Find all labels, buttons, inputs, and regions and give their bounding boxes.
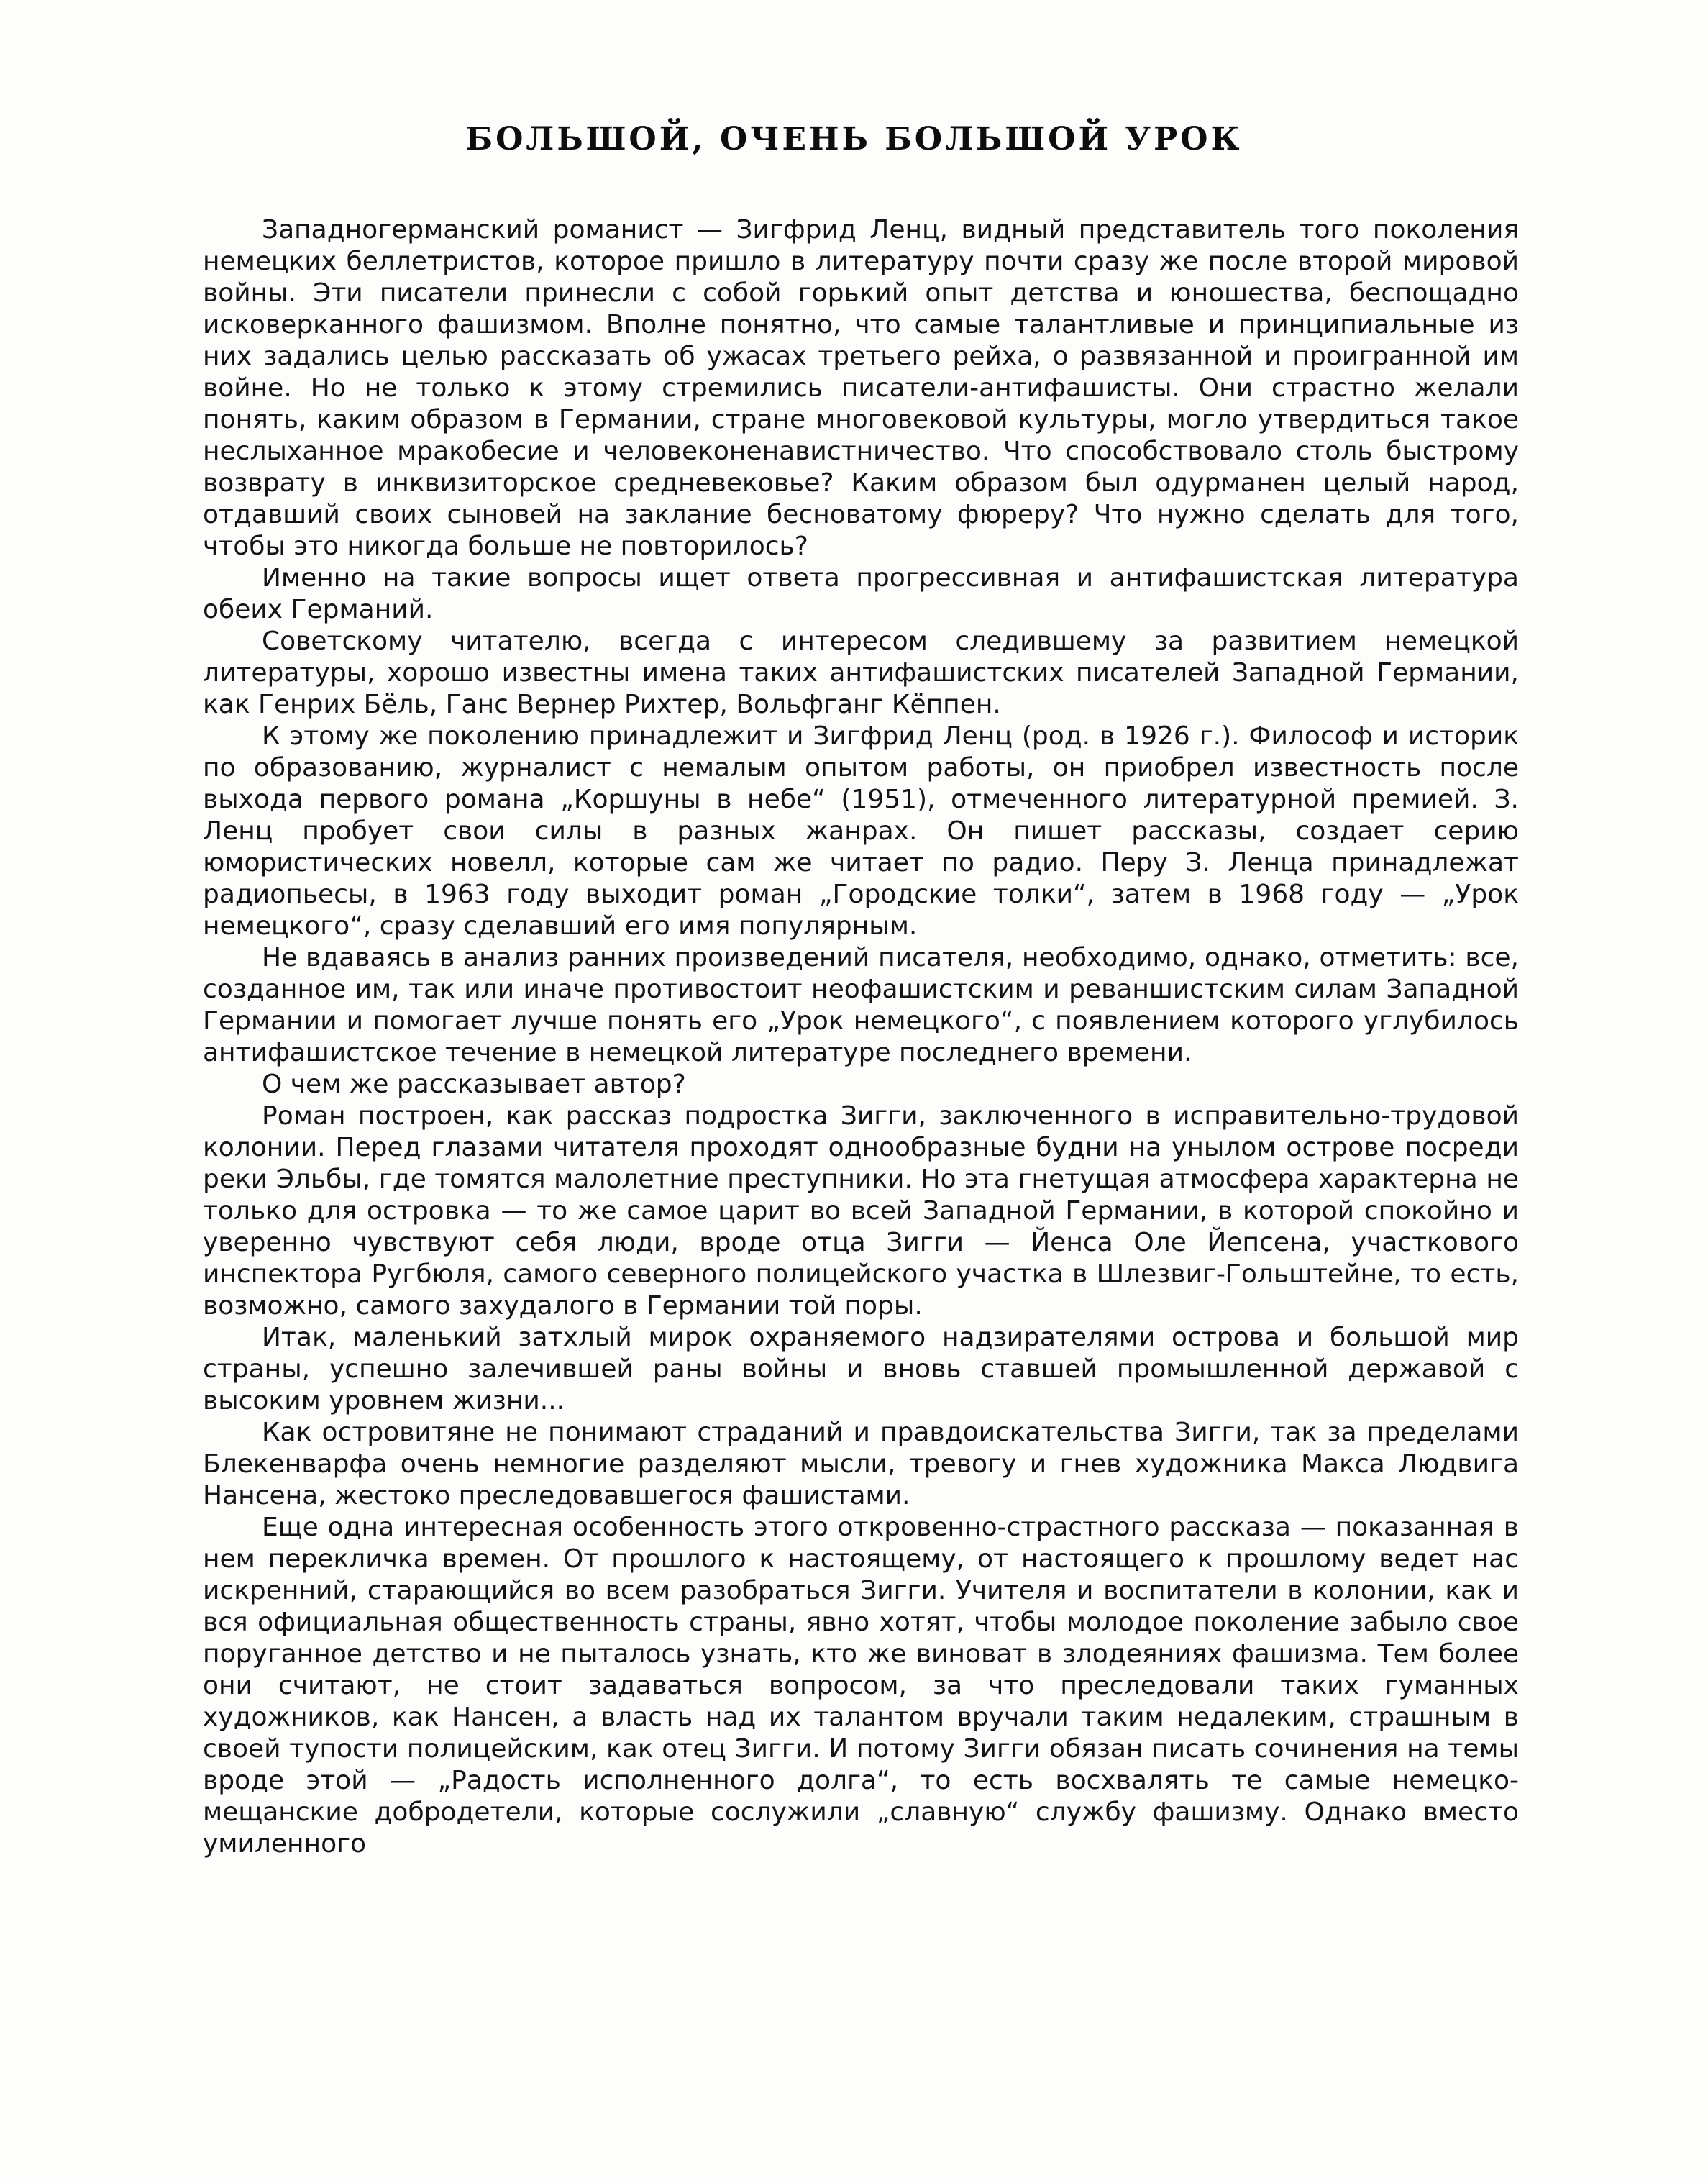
paragraph: Именно на такие вопросы ищет ответа прогрессивная и антифашистская литература обеих Германий. (203, 563, 1519, 624)
paragraph: Не вдаваясь в анализ ранних произведений писателя, необходимо, однако, отметить: все, созданное им, так или иначе противостоит неофашистским и реваншистским силам Западной Германии и помогает лучше понять его „Урок немецкого“, с появлением которого углубилось антифашистское течение в немецкой литературе последнего времени. (203, 943, 1519, 1067)
paragraph: Роман построен, как рассказ подростка Зигги, заключенного в исправительно-трудовой колонии. Перед глазами читателя проходят однообразные будни на унылом острове посреди реки Эльбы, где томятся малолетние преступники. Но эта гнетущая атмосфера характерна не только для островка — то же самое царит во всей Западной Германии, в которой спокойно и уверенно чувствуют себя люди, вроде отца Зигги — Йенса Оле Йепсена, участкового инспектора Ругбюля, самого северного полицейского участка в Шлезвиг-Гольштейне, то есть, возможно, самого захудалого в Германии той поры. (203, 1101, 1519, 1321)
paragraph: О чем же рассказывает автор? (262, 1070, 686, 1099)
paragraph: Как островитяне не понимают страданий и правдоискательства Зигги, так за пределами Блекенварфа очень немногие разделяют мысли, тревогу и гнев художника Макса Людвига Нансена, жестоко преследовавшегося фашистами. (203, 1418, 1519, 1510)
paragraph: К этому же поколению принадлежит и Зигфрид Ленц (род. в 1926 г.). Философ и историк по образованию, журналист с немалым опытом работы, он приобрел известность после выхода первого романа „Коршуны в небе“ (1951), отмеченного литературной премией. З. Ленц пробует свои силы в разных жанрах. Он пишет рассказы, создает серию юмористических новелл, которые сам же читает по радио. Перу З. Ленца принадлежат радиопьесы, в 1963 году выходит роман „Городские толки“, затем в 1968 году — „Урок немецкого“, сразу сделавший его имя популярным. (203, 721, 1519, 941)
paragraph: Еще одна интересная особенность этого откровенно-страстного рассказа — показанная в нем перекличка времен. От прошлого к настоящему, от настоящего к прошлому ведет нас искренний, старающийся во всем разобраться Зигги. Учителя и воспитатели в колонии, как и вся официальная общественность страны, явно хотят, чтобы молодое поколение забыло свое поруганное детство и не пыталось узнать, кто же виноват в злодеяниях фашизма. Тем более они считают, не стоит задаваться вопросом, за что преследовали таких гуманных художников, как Нансен, а власть над их талантом вручали таким недалеким, страшным в своей тупости полицейским, как отец Зигги. И потому Зигги обязан писать сочинения на темы вроде этой — „Радость исполненного долга“, то есть восхвалять те самые немецко-мещанские добродетели, которые сослужили „славную“ службу фашизму. Однако вместо умиленного (203, 1513, 1519, 1859)
paragraph: Западногерманский романист — Зигфрид Ленц, видный представитель того поколения немецких беллетристов, которое пришло в литературу почти сразу же после второй мировой войны. Эти писатели принесли с собой горький опыт детства и юношества, беспощадно исковерканного фашизмом. Вполне понятно, что самые талантливые и принципиальные из них задались целью рассказать об ужасах третьего рейха, о развязанной и проигранной им войне. Но не только к этому стремились писатели-антифашисты. Они страстно желали понять, каким образом в Германии, стране многовековой культуры, могло утвердиться такое неслыханное мракобесие и человеконенавистничество. Что способствовало столь быстрому возврату в инквизиторское средневековье? Каким образом был одурманен целый народ, отдавший своих сыновей на заклание бесноватому фюреру? Что нужно сделать для того, чтобы это никогда больше не повторилось? (203, 215, 1519, 561)
article-body (203, 214, 1519, 1860)
article-title: БОЛЬШОЙ, ОЧЕНЬ БОЛЬШОЙ УРОК (465, 121, 1243, 158)
paragraph: Советскому читателю, всегда с интересом следившему за развитием немецкой литературы, хорошо известны имена таких антифашистских писателей Западной Германии, как Генрих Бёль, Ганс Вернер Рихтер, Вольфганг Кёппен. (203, 626, 1519, 719)
paragraph: Итак, маленький затхлый мирок охраняемого надзирателями острова и большой мир страны, успешно залечившей раны войны и вновь ставшей промышленной державой с высоким уровнем жизни... (203, 1323, 1519, 1416)
